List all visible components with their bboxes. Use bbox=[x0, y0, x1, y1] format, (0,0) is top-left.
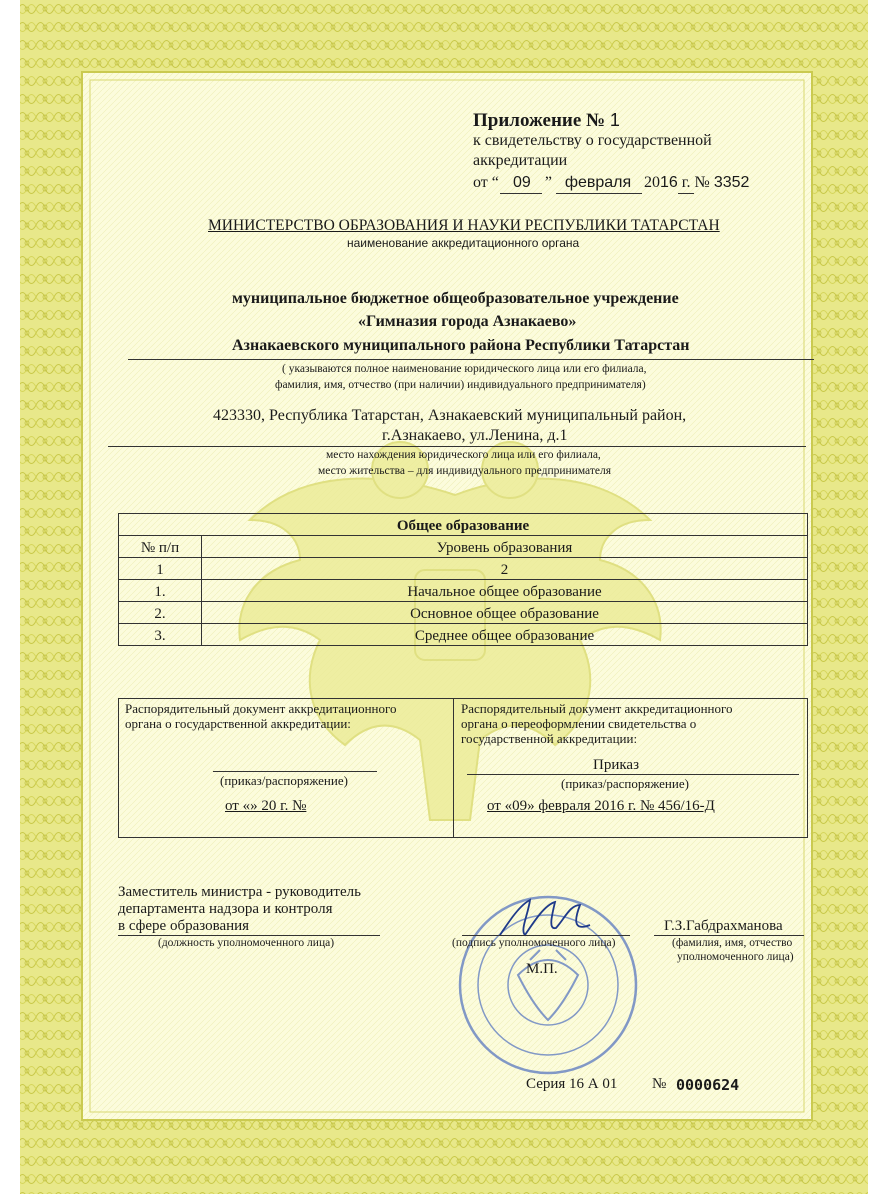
day-underline bbox=[500, 193, 542, 194]
appendix-title bbox=[473, 110, 620, 132]
docs-right-date: от «09» февраля 2016 г. № 456/16-Д bbox=[487, 798, 715, 814]
institution-line1: муниципальное бюджетное общеобразовательное учреждение bbox=[232, 290, 679, 307]
docs-left-column bbox=[125, 699, 449, 837]
table-title: Общее образование bbox=[119, 514, 808, 536]
name-caption1: (фамилия, имя, отчество bbox=[672, 937, 793, 949]
table-cell: 2. bbox=[119, 602, 202, 624]
education-levels-table bbox=[118, 513, 808, 646]
column-header-level: Уровень образования bbox=[202, 536, 808, 558]
date-year-label: г. № bbox=[681, 174, 710, 191]
table-cell: Среднее общее образование bbox=[202, 624, 808, 646]
form-number: 0000624 bbox=[676, 1076, 740, 1094]
docs-left-caption: (приказ/распоряжение) bbox=[220, 773, 348, 788]
table-title-row bbox=[119, 514, 808, 536]
address-underline bbox=[108, 446, 806, 447]
signature-underline bbox=[462, 935, 630, 936]
docs-right-type: Приказ bbox=[593, 757, 640, 773]
address-caption1: место нахождения юридического лица или его филиала, bbox=[326, 449, 601, 461]
institution-line3: Азнакаевского муниципального района Республики Татарстан bbox=[232, 337, 690, 354]
table-cell: 2 bbox=[202, 558, 808, 580]
appendix-number: 1 bbox=[609, 110, 620, 130]
institution-line2: «Гимназия города Азнакаево» bbox=[358, 313, 577, 330]
institution-caption1: ( указываются полное наименование юридического лица или его филиала, bbox=[282, 363, 647, 375]
accreditation-organ-caption: наименование аккредитационного органа bbox=[347, 236, 580, 250]
name-caption2: уполномоченного лица) bbox=[677, 951, 794, 963]
table-row bbox=[119, 602, 808, 624]
table-row bbox=[119, 580, 808, 602]
appendix-line2: аккредитации bbox=[473, 152, 568, 169]
appendix-date-line bbox=[473, 174, 749, 192]
docs-right-type-underline bbox=[467, 774, 799, 775]
table-cell: 3. bbox=[119, 624, 202, 646]
docs-left-date: от «» 20 г. № bbox=[225, 798, 307, 814]
month-underline bbox=[556, 193, 642, 194]
date-day-close: ” bbox=[544, 174, 552, 191]
table-row bbox=[119, 624, 808, 646]
signatory-name: Г.З.Габдрахманова bbox=[664, 918, 783, 934]
docs-right-title2: органа о переоформлении свидетельства о bbox=[461, 716, 697, 731]
docs-left-title1: Распорядительный документ аккредитационного bbox=[125, 701, 397, 716]
docs-divider bbox=[453, 699, 454, 837]
date-year-prefix: 20 bbox=[644, 174, 660, 191]
appendix-title-prefix: Приложение № bbox=[473, 110, 606, 131]
table-cell: Начальное общее образование bbox=[202, 580, 808, 602]
table-header-row bbox=[119, 536, 808, 558]
administrative-documents-box bbox=[118, 698, 808, 838]
stamp-label: М.П. bbox=[526, 961, 558, 977]
docs-right-title1: Распорядительный документ аккредитационного bbox=[461, 701, 733, 716]
table-cell: 1 bbox=[119, 558, 202, 580]
institution-underline bbox=[128, 359, 814, 360]
form-series: Серия 16 А 01 bbox=[526, 1076, 618, 1092]
docs-left-title2: органа о государственной аккредитации: bbox=[125, 716, 351, 731]
appendix-line1: к свидетельству о государственной bbox=[473, 132, 712, 149]
table-cell: 1. bbox=[119, 580, 202, 602]
date-month: февраля bbox=[564, 174, 632, 191]
name-underline bbox=[654, 935, 804, 936]
certificate-number: 3352 bbox=[713, 174, 750, 191]
docs-left-type-underline bbox=[213, 771, 377, 772]
position-underline bbox=[118, 935, 380, 936]
institution-caption2: фамилия, имя, отчество (при наличии) индивидуального предпринимателя) bbox=[275, 379, 646, 391]
form-number-label: № bbox=[652, 1076, 667, 1092]
date-day: 09 bbox=[512, 174, 531, 191]
date-year-suffix: 16 bbox=[660, 174, 678, 191]
table-row bbox=[119, 558, 808, 580]
accreditation-organ-name: МИНИСТЕРСТВО ОБРАЗОВАНИЯ И НАУКИ РЕСПУБЛИКИ ТАТАРСТАН bbox=[208, 217, 720, 234]
signature-caption: (подпись уполномоченного лица) bbox=[452, 937, 616, 949]
address-line1: 423330, Республика Татарстан, Азнакаевский муниципальный район, bbox=[213, 407, 687, 424]
date-from-label: от bbox=[473, 174, 488, 191]
signatory-position2: департамента надзора и контроля bbox=[118, 901, 333, 917]
table-cell: Основное общее образование bbox=[202, 602, 808, 624]
year-underline bbox=[678, 193, 694, 194]
address-caption2: место жительства – для индивидуального предпринимателя bbox=[318, 465, 611, 477]
column-header-number: № п/п bbox=[119, 536, 202, 558]
signatory-position3: в сфере образования bbox=[118, 918, 250, 934]
position-caption: (должность уполномоченного лица) bbox=[158, 937, 335, 949]
docs-right-caption: (приказ/распоряжение) bbox=[561, 776, 689, 791]
signatory-position1: Заместитель министра - руководитель bbox=[118, 884, 361, 900]
date-day-open: “ bbox=[491, 174, 499, 191]
docs-right-title3: государственной аккредитации: bbox=[461, 731, 638, 746]
address-line2: г.Азнакаево, ул.Ленина, д.1 bbox=[382, 427, 568, 444]
docs-right-column bbox=[461, 699, 801, 837]
